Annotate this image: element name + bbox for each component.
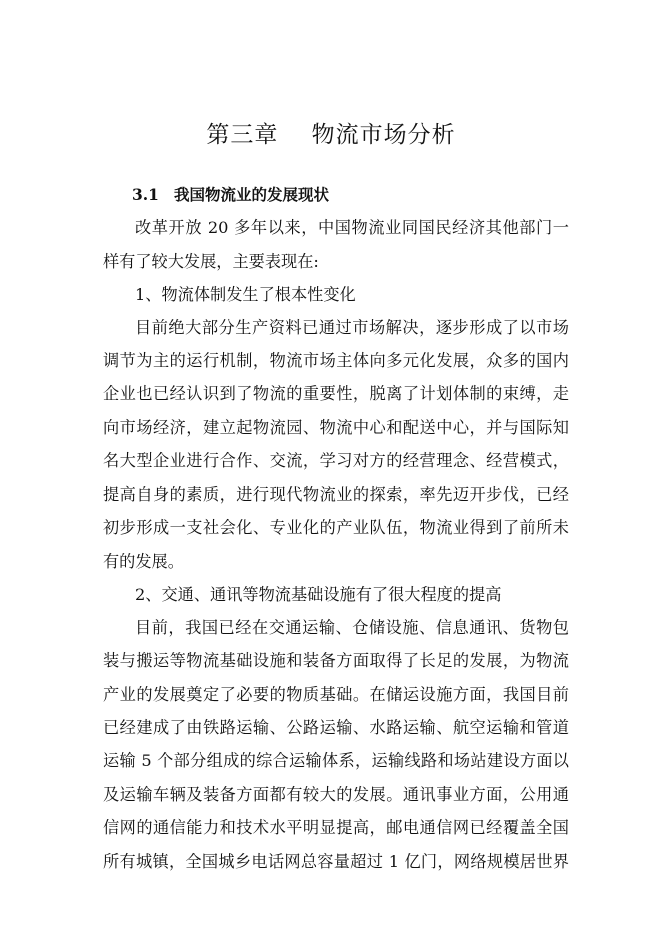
paragraph-line: 运输 5 个部分组成的综合运输体系，运输线路和场站建设方面以 [103,751,569,770]
paragraph-line: 初步形成一支社会化、专业化的产业队伍，物流业得到了前所未 [103,518,569,537]
subheading-line: 2、交通、通讯等物流基础设施有了很大程度的提高 [135,585,502,604]
paragraph-line: 目前绝大部分生产资料已通过市场解决，逐步形成了以市场 [135,318,569,337]
paragraph-line: 产业的发展奠定了必要的物质基础。在储运设施方面，我国目前 [103,685,569,704]
paragraph-line: 改革开放 20 多年以来，中国物流业同国民经济其他部门一 [135,218,569,237]
paragraph-line: 目前，我国已经在交通运输、仓储设施、信息通讯、货物包 [135,618,569,637]
paragraph-line: 企业也已经认识到了物流的重要性，脱离了计划体制的束缚，走 [103,384,569,403]
paragraph-line: 提高自身的素质，进行现代物流业的探索，率先迈开步伐，已经 [103,485,569,504]
paragraph-line: 装与搬运等物流基础设施和装备方面取得了长足的发展，为物流 [103,651,569,670]
paragraph-line: 已经建成了由铁路运输、公路运输、水路运输、航空运输和管道 [103,718,569,737]
paragraph-line: 信网的通信能力和技术水平明显提高，邮电通信网已经覆盖全国 [103,818,569,837]
paragraph-line: 所有城镇，全国城乡电话网总容量超过 1 亿门，网络规模居世界 [103,852,569,871]
paragraph-line: 有的发展。 [103,552,184,571]
section-heading [132,183,329,205]
section-title: 我国物流业的发展现状 [174,185,330,204]
subheading-line: 1、物流体制发生了根本性变化 [135,285,356,304]
section-number: 3.1 [132,185,159,204]
paragraph-line: 调节为主的运行机制，物流市场主体向多元化发展，众多的国内 [103,351,569,370]
paragraph-line: 样有了较大发展，主要表现在: [103,252,319,271]
chapter-title: 第三章 物流市场分析 [206,122,456,148]
paragraph-line: 名大型企业进行合作、交流，学习对方的经营理念、经营模式， [103,451,569,470]
paragraph-line: 向市场经济，建立起物流园、物流中心和配送中心，并与国际知 [103,418,569,437]
paragraph-line: 及运输车辆及装备方面都有较大的发展。通讯事业方面，公用通 [103,785,569,804]
